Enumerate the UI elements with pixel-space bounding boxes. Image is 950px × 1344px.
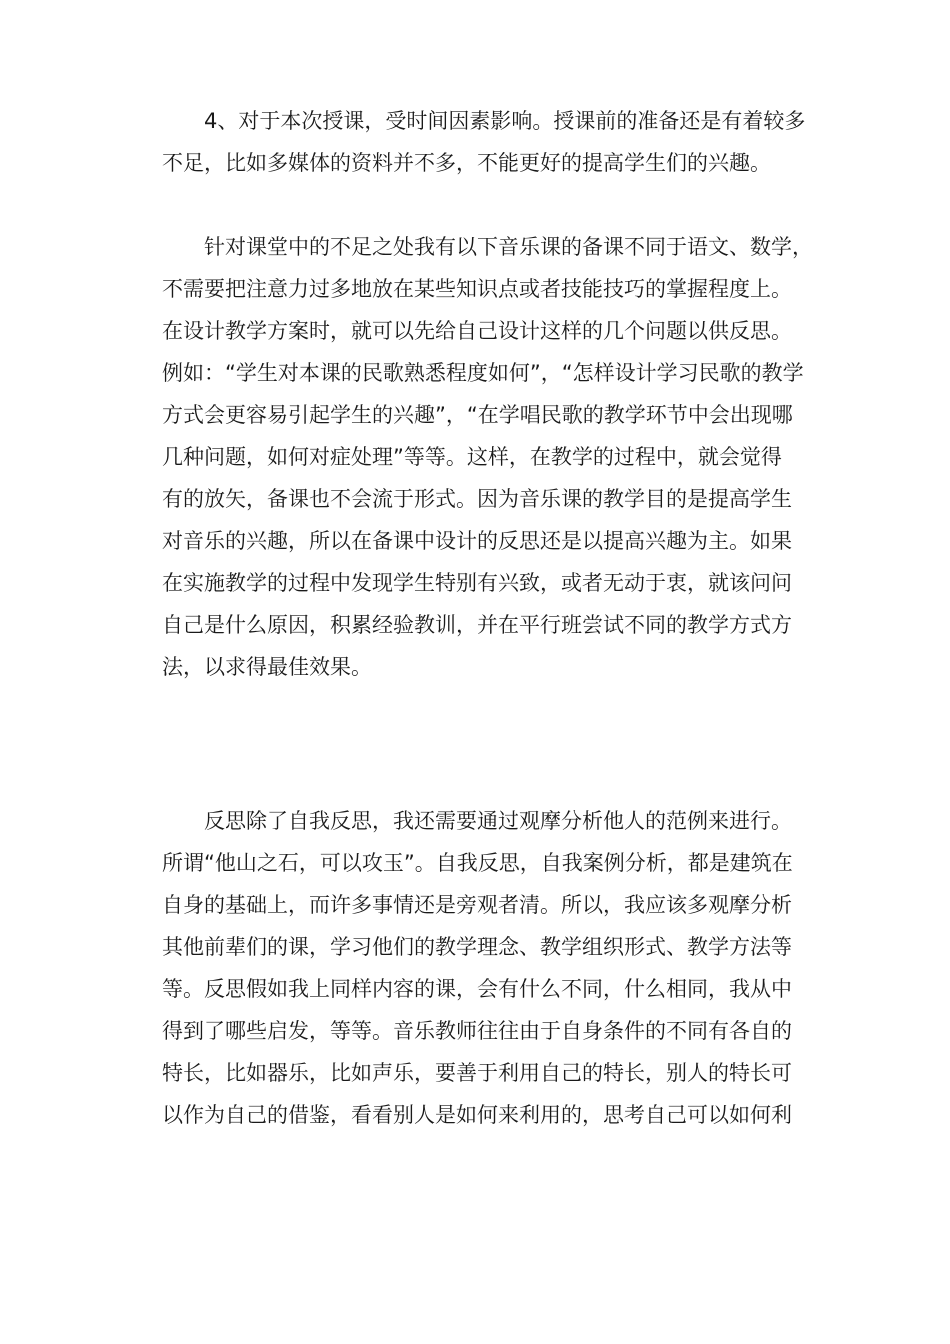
paragraph-1 xyxy=(162,100,806,184)
text-line: 自身的基础上，而许多事情还是旁观者清。所以，我应该多观摩分析 xyxy=(162,893,792,917)
text-line: 所谓“他山之石，可以攻玉”。自我反思，自我案例分析，都是建筑在 xyxy=(162,851,793,875)
text-line: 方式会更容易引起学生的兴趣”，“在学唱民歌的教学环节中会出现哪 xyxy=(162,403,793,427)
text-line: 4、对于本次授课，受时间因素影响。授课前的准备还是有着较多 xyxy=(204,109,806,133)
text-line: 得到了哪些启发，等等。音乐教师往往由于自身条件的不同有各自的 xyxy=(162,1019,792,1043)
text-line: 其他前辈们的课，学习他们的教学理念、教学组织形式、教学方法等 xyxy=(162,935,792,959)
text-line: 在设计教学方案时，就可以先给自己设计这样的几个问题以供反思。 xyxy=(162,319,792,343)
text-line: 不需要把注意力过多地放在某些知识点或者技能技巧的掌握程度上。 xyxy=(162,277,792,301)
text-line: 对音乐的兴趣，所以在备课中设计的反思还是以提高兴趣为主。如果 xyxy=(162,529,792,553)
text-line: 自己是什么原因，积累经验教训，并在平行班尝试不同的教学方式方 xyxy=(162,613,792,637)
text-line: 几种问题，如何对症处理”等等。这样，在教学的过程中，就会觉得 xyxy=(162,445,782,469)
text-line: 反思除了自我反思，我还需要通过观摩分析他人的范例来进行。 xyxy=(204,809,792,833)
text-line: 例如：“学生对本课的民歌熟悉程度如何”，“怎样设计学习民歌的教学 xyxy=(162,361,804,385)
text-line: 法，以求得最佳效果。 xyxy=(162,655,372,679)
text-line: 等。反思假如我上同样内容的课，会有什么不同，什么相同，我从中 xyxy=(162,977,792,1001)
text-line: 针对课堂中的不足之处我有以下音乐课的备课不同于语文、数学， xyxy=(204,235,813,259)
text-line: 不足，比如多媒体的资料并不多，不能更好的提高学生们的兴趣。 xyxy=(162,151,771,175)
paragraph-2 xyxy=(162,226,813,688)
text-line: 有的放矢，备课也不会流于形式。因为音乐课的教学目的是提高学生 xyxy=(162,487,792,511)
paragraph-3 xyxy=(162,800,802,1136)
text-line: 以作为自己的借鉴，看看别人是如何来利用的，思考自己可以如何利 xyxy=(162,1103,792,1127)
text-line: 特长，比如器乐，比如声乐，要善于利用自己的特长，别人的特长可 xyxy=(162,1061,792,1085)
text-line: 在实施教学的过程中发现学生特别有兴致，或者无动于衷，就该问问 xyxy=(162,571,792,595)
